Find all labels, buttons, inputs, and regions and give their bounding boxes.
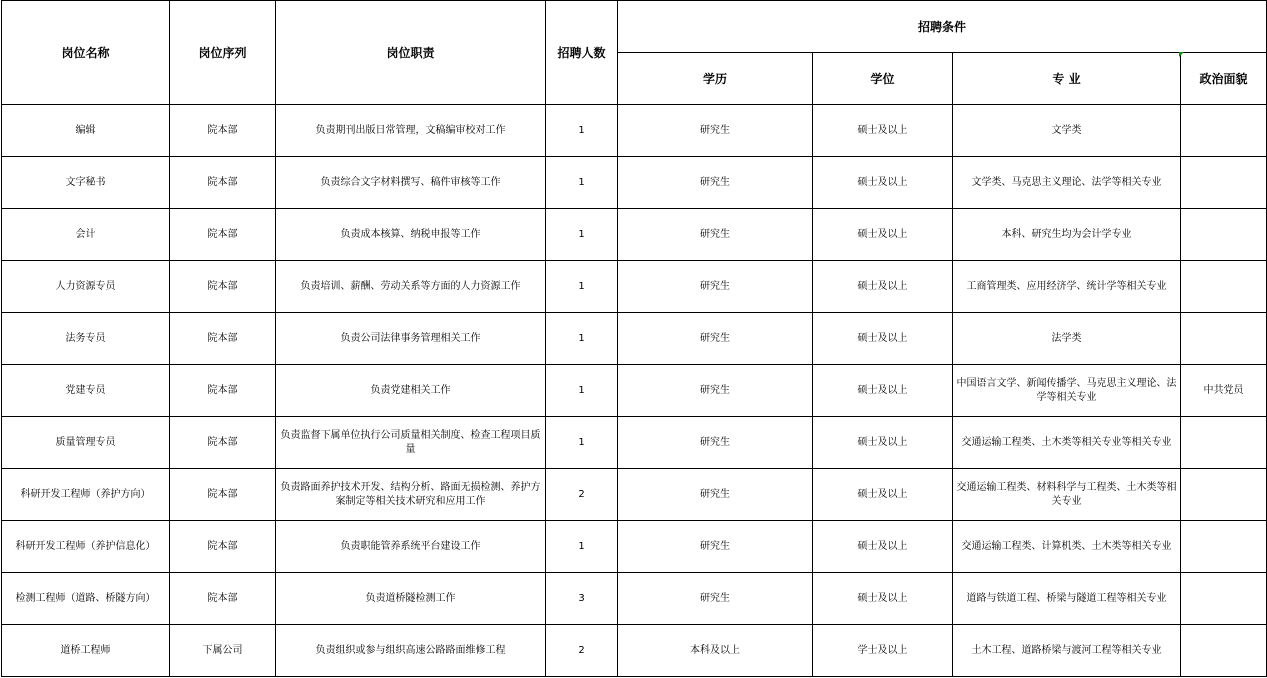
cell-duties[interactable]: 负责党建相关工作: [276, 365, 546, 417]
table-row: [2, 261, 1267, 313]
cell-name[interactable]: 编辑: [2, 105, 170, 157]
cell-education[interactable]: 研究生: [618, 365, 813, 417]
cell-sequence[interactable]: 院本部: [170, 105, 276, 157]
cell-name[interactable]: 质量管理专员: [2, 417, 170, 469]
cell-name[interactable]: 文字秘书: [2, 157, 170, 209]
cell-education[interactable]: 研究生: [618, 573, 813, 625]
cell-sequence[interactable]: 院本部: [170, 521, 276, 573]
cell-political[interactable]: [1181, 209, 1267, 261]
cell-name[interactable]: 道桥工程师: [2, 625, 170, 677]
recruitment-table: [1, 0, 1267, 677]
table-row: [2, 469, 1267, 521]
cell-count[interactable]: 1: [546, 521, 618, 573]
table-row: [2, 521, 1267, 573]
cell-major[interactable]: 工商管理类、应用经济学、统计学等相关专业: [953, 261, 1181, 313]
table-row: [2, 209, 1267, 261]
cell-degree[interactable]: 硕士及以上: [813, 313, 953, 365]
table-row: [2, 417, 1267, 469]
cell-political[interactable]: [1181, 469, 1267, 521]
cell-education[interactable]: 研究生: [618, 313, 813, 365]
cell-name[interactable]: 党建专员: [2, 365, 170, 417]
cell-major[interactable]: 道路与铁道工程、桥梁与隧道工程等相关专业: [953, 573, 1181, 625]
cell-duties[interactable]: 负责成本核算、纳税申报等工作: [276, 209, 546, 261]
cell-political[interactable]: [1181, 417, 1267, 469]
cell-sequence[interactable]: 院本部: [170, 469, 276, 521]
cell-count[interactable]: 1: [546, 261, 618, 313]
cell-duties[interactable]: 负责期刊出版日常管理，文稿编审校对工作: [276, 105, 546, 157]
cell-education[interactable]: 研究生: [618, 209, 813, 261]
cell-name[interactable]: 法务专员: [2, 313, 170, 365]
table-body: [2, 105, 1267, 677]
header-headcount: 招聘人数: [546, 1, 618, 105]
cell-duties[interactable]: 负责组织或参与组织高速公路路面维修工程: [276, 625, 546, 677]
table-row: [2, 157, 1267, 209]
cell-political[interactable]: [1181, 625, 1267, 677]
cell-political[interactable]: [1181, 157, 1267, 209]
cell-education[interactable]: 研究生: [618, 157, 813, 209]
cell-sequence[interactable]: 院本部: [170, 365, 276, 417]
cell-political[interactable]: [1181, 261, 1267, 313]
header-major: 专 业: [953, 53, 1181, 105]
cell-count[interactable]: 2: [546, 469, 618, 521]
header-position-sequence: 岗位序列: [170, 1, 276, 105]
cell-count[interactable]: 1: [546, 313, 618, 365]
cell-duties[interactable]: 负责职能管养系统平台建设工作: [276, 521, 546, 573]
cell-duties[interactable]: 负责公司法律事务管理相关工作: [276, 313, 546, 365]
cell-duties[interactable]: 负责综合文字材料撰写、稿件审核等工作: [276, 157, 546, 209]
cell-major[interactable]: 文学类、马克思主义理论、法学等相关专业: [953, 157, 1181, 209]
cell-degree[interactable]: 硕士及以上: [813, 469, 953, 521]
cell-duties[interactable]: 负责培训、薪酬、劳动关系等方面的人力资源工作: [276, 261, 546, 313]
cell-major[interactable]: 交通运输工程类、计算机类、土木类等相关专业: [953, 521, 1181, 573]
cell-count[interactable]: 1: [546, 417, 618, 469]
cell-sequence[interactable]: 院本部: [170, 157, 276, 209]
cell-sequence[interactable]: 院本部: [170, 313, 276, 365]
table-row: [2, 625, 1267, 677]
cell-education[interactable]: 研究生: [618, 417, 813, 469]
cell-name[interactable]: 人力资源专员: [2, 261, 170, 313]
cell-count[interactable]: 1: [546, 365, 618, 417]
cell-major[interactable]: 交通运输工程类、材料科学与工程类、土木类等相关专业: [953, 469, 1181, 521]
cell-education[interactable]: 研究生: [618, 521, 813, 573]
cell-duties[interactable]: 负责路面养护技术开发、结构分析、路面无损检测、养护方案制定等相关技术研究和应用工作: [276, 469, 546, 521]
cell-count[interactable]: 3: [546, 573, 618, 625]
header-duties: 岗位职责: [276, 1, 546, 105]
cell-sequence[interactable]: 下属公司: [170, 625, 276, 677]
cell-duties[interactable]: 负责道桥隧检测工作: [276, 573, 546, 625]
cell-major[interactable]: 本科、研究生均为会计学专业: [953, 209, 1181, 261]
cell-comment-marker-icon: [1179, 52, 1184, 57]
header-position-name: 岗位名称: [2, 1, 170, 105]
cell-degree[interactable]: 硕士及以上: [813, 365, 953, 417]
header-education: 学历: [618, 53, 813, 105]
cell-sequence[interactable]: 院本部: [170, 417, 276, 469]
cell-degree[interactable]: 硕士及以上: [813, 573, 953, 625]
cell-major[interactable]: 交通运输工程类、土木类等相关专业等相关专业: [953, 417, 1181, 469]
cell-name[interactable]: 会计: [2, 209, 170, 261]
header-conditions: 招聘条件: [618, 1, 1267, 53]
cell-political[interactable]: 中共党员: [1181, 365, 1267, 417]
cell-degree[interactable]: 硕士及以上: [813, 157, 953, 209]
table-row: [2, 313, 1267, 365]
cell-count[interactable]: 1: [546, 105, 618, 157]
cell-political[interactable]: [1181, 521, 1267, 573]
cell-sequence[interactable]: 院本部: [170, 573, 276, 625]
cell-degree[interactable]: 硕士及以上: [813, 261, 953, 313]
cell-major[interactable]: 文学类: [953, 105, 1181, 157]
cell-political[interactable]: [1181, 313, 1267, 365]
cell-count[interactable]: 2: [546, 625, 618, 677]
cell-duties[interactable]: 负责监督下属单位执行公司质量相关制度、检查工程项目质量: [276, 417, 546, 469]
header-degree: 学位: [813, 53, 953, 105]
cell-degree[interactable]: 学士及以上: [813, 625, 953, 677]
cell-name[interactable]: 检测工程师（道路、桥隧方向）: [2, 573, 170, 625]
cell-education[interactable]: 研究生: [618, 469, 813, 521]
cell-major[interactable]: 土木工程、道路桥梁与渡河工程等相关专业: [953, 625, 1181, 677]
table-row: [2, 573, 1267, 625]
cell-major[interactable]: 法学类: [953, 313, 1181, 365]
cell-count[interactable]: 1: [546, 209, 618, 261]
cell-name[interactable]: 科研开发工程师（养护信息化）: [2, 521, 170, 573]
table-row: [2, 105, 1267, 157]
cell-education[interactable]: 本科及以上: [618, 625, 813, 677]
cell-political[interactable]: [1181, 105, 1267, 157]
cell-education[interactable]: 研究生: [618, 261, 813, 313]
cell-degree[interactable]: 硕士及以上: [813, 417, 953, 469]
cell-political[interactable]: [1181, 573, 1267, 625]
cell-education[interactable]: 研究生: [618, 105, 813, 157]
cell-sequence[interactable]: 院本部: [170, 261, 276, 313]
cell-degree[interactable]: 硕士及以上: [813, 209, 953, 261]
cell-degree[interactable]: 硕士及以上: [813, 105, 953, 157]
cell-name[interactable]: 科研开发工程师（养护方向）: [2, 469, 170, 521]
cell-count[interactable]: 1: [546, 157, 618, 209]
cell-degree[interactable]: 硕士及以上: [813, 521, 953, 573]
cell-sequence[interactable]: 院本部: [170, 209, 276, 261]
cell-major[interactable]: 中国语言文学、新闻传播学、马克思主义理论、法学等相关专业: [953, 365, 1181, 417]
header-political-status: 政治面貌: [1181, 53, 1267, 105]
table-row: [2, 365, 1267, 417]
